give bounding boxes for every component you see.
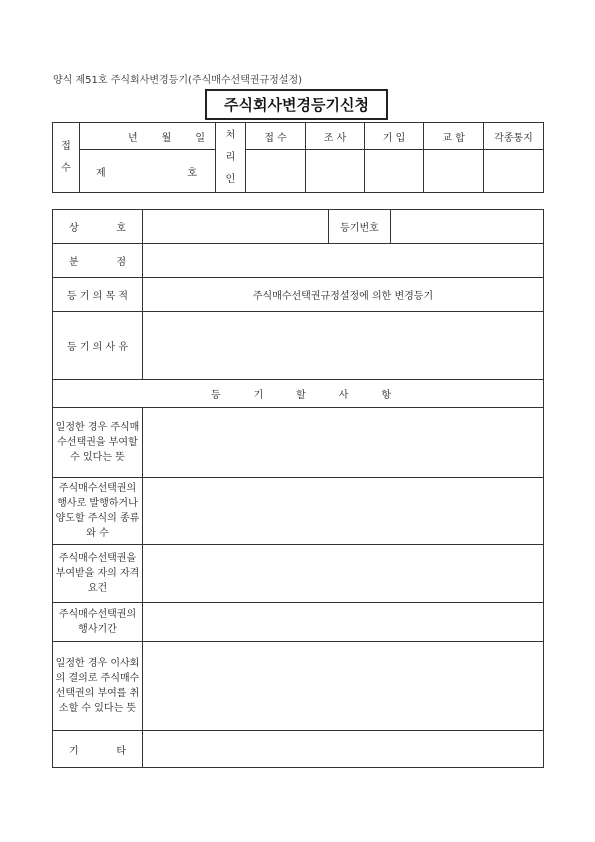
number-suffix: 호	[187, 167, 197, 179]
receipt-label-char: 수	[61, 162, 71, 174]
registration-table	[52, 209, 544, 768]
matters-header-char: 기	[253, 390, 264, 401]
col-header-notices: 각종통지	[484, 123, 544, 150]
matter-field-share-type-count[interactable]	[143, 478, 544, 545]
matters-header-char: 사	[338, 390, 349, 401]
receipt-date-cell[interactable]	[80, 123, 216, 150]
branch-char: 점	[116, 257, 126, 268]
branch-field[interactable]	[143, 244, 544, 278]
year-label: 년	[128, 132, 138, 144]
matter-field-eligibility[interactable]	[143, 545, 544, 603]
other-label	[53, 731, 143, 768]
col-header-entry: 기 입	[365, 123, 424, 150]
receipt-table	[52, 122, 544, 193]
number-prefix: 제	[96, 167, 106, 179]
stamp-cell-investigation[interactable]	[306, 150, 365, 193]
other-field[interactable]	[143, 731, 544, 768]
registration-number-label: 등기번호	[329, 210, 391, 244]
processing-label-char: 리	[225, 151, 236, 163]
matters-header-char: 항	[381, 390, 391, 401]
form-title-text: 주식회사변경등기신청	[224, 96, 369, 114]
trade-name-char: 호	[116, 223, 126, 234]
matters-header-char: 등	[211, 390, 221, 401]
matter-field-cancel-grant[interactable]	[143, 642, 544, 731]
matter-field-grant-option[interactable]	[143, 408, 544, 478]
stamp-cell-collation[interactable]	[424, 150, 484, 193]
form-title	[205, 89, 388, 120]
receipt-label-cell	[53, 123, 80, 193]
matter-field-exercise-period[interactable]	[143, 603, 544, 642]
branch-char: 분	[69, 257, 79, 268]
trade-name-field[interactable]	[143, 210, 329, 244]
form-number-label: 양식 제51호 주식회사변경등기(주식매수선택권규정설정)	[53, 75, 303, 86]
trade-name-label	[53, 210, 143, 244]
trade-name-char: 상	[69, 223, 79, 234]
matter-label-share-type-count: 주식매수선택권의 행사로 발행하거나 양도할 주식의 종류와 수	[53, 478, 143, 545]
stamp-cell-entry[interactable]	[365, 150, 424, 193]
stamp-cell-notices[interactable]	[484, 150, 544, 193]
processing-label-char: 처	[225, 129, 236, 141]
col-header-receipt: 접 수	[246, 123, 306, 150]
reason-label: 등 기 의 사 유	[53, 312, 143, 380]
col-header-investigation: 조 사	[306, 123, 365, 150]
matter-label-exercise-period: 주식매수선택권의 행사기간	[53, 603, 143, 642]
processing-label-char: 인	[225, 173, 236, 185]
registration-number-field[interactable]	[391, 210, 544, 244]
matter-label-eligibility: 주식매수선택권을 부여받을 자의 자격요건	[53, 545, 143, 603]
matter-label-cancel-grant: 일정한 경우 이사회의 결의로 주식매수선택권의 부여를 취소할 수 있다는 뜻	[53, 642, 143, 731]
processing-label-cell	[216, 123, 246, 193]
other-char: 기	[69, 745, 79, 757]
day-label: 일	[195, 132, 205, 144]
matter-label-grant-option: 일정한 경우 주식매수선택권을 부여할 수 있다는 뜻	[53, 408, 143, 478]
purpose-value[interactable]: 주식매수선택권규정설정에 의한 변경등기	[143, 278, 544, 312]
branch-label	[53, 244, 143, 278]
month-label: 월	[161, 132, 172, 144]
receipt-label-char: 접	[61, 140, 71, 152]
col-header-collation: 교 합	[424, 123, 484, 150]
receipt-number-cell[interactable]	[80, 150, 216, 193]
matters-header-char: 할	[296, 390, 306, 401]
reason-field[interactable]	[143, 312, 544, 380]
purpose-label: 등 기 의 목 적	[53, 278, 143, 312]
stamp-cell-receipt[interactable]	[246, 150, 306, 193]
other-char: 타	[116, 745, 126, 757]
matters-header	[53, 380, 544, 408]
